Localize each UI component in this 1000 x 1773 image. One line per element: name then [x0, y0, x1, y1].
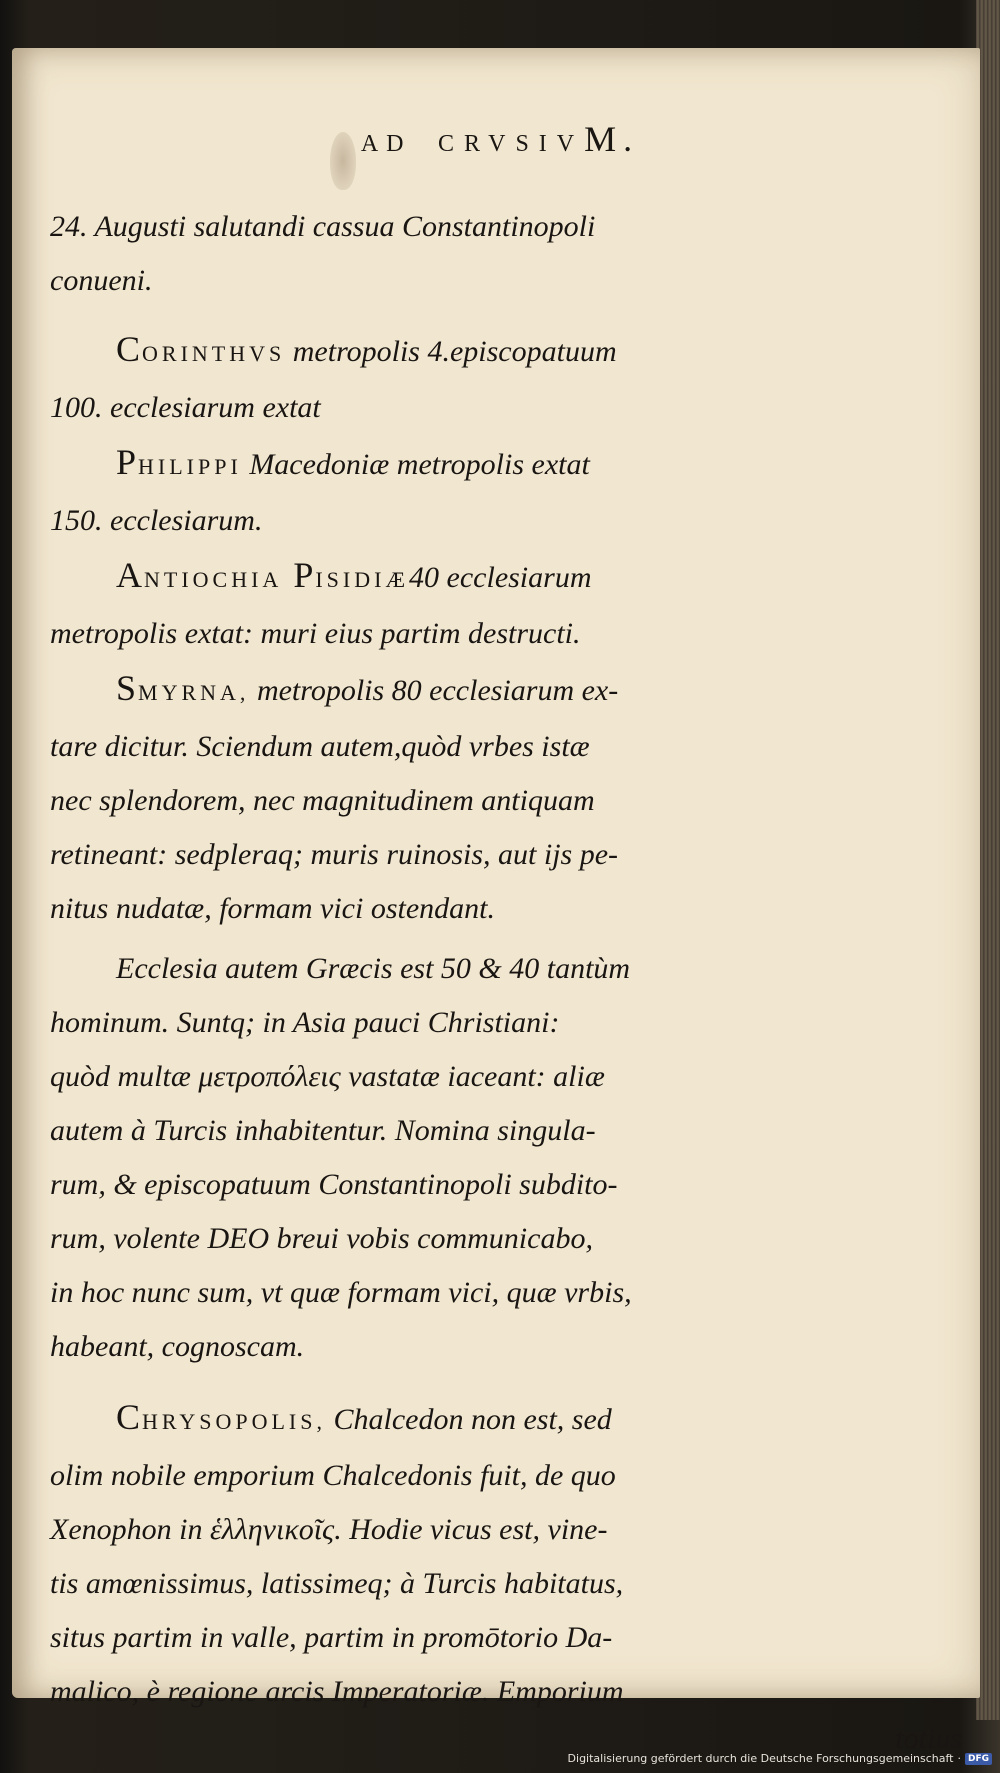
text-line: 150. ecclesiarum.: [50, 504, 263, 537]
text-line: Ecclesia autem Græcis est 50 & 40 tantùm: [116, 952, 631, 985]
paragraph-smyrna: [50, 661, 984, 720]
text-span: metropolis 4.episcopatuum: [285, 335, 617, 368]
initial-cap: P: [116, 442, 139, 482]
paragraph-chrysopolis: [50, 1390, 984, 1449]
text-span: Macedoniæ metropolis extat: [241, 448, 590, 481]
text-line: rum, & episcopatuum Constantinopoli subdito-: [50, 1168, 618, 1201]
text-line: hominum. Suntq; in Asia pauci Christiani:: [50, 1006, 560, 1039]
text-line: nitus nudatæ, formam vici ostendant.: [50, 892, 495, 925]
text-line: tis amœnissimus, latissimeq; à Turcis habitatus,: [50, 1567, 624, 1600]
small-caps: ISIDIÆ: [315, 567, 410, 592]
text-line: olim nobile emporium Chalcedonis fuit, de quo: [50, 1459, 616, 1492]
text-line: autem à Turcis inhabitentur. Nomina singula-: [50, 1114, 596, 1147]
credit-text: Digitalisierung gefördert durch die Deutsche Forschungsgemeinschaft: [567, 1752, 954, 1765]
text-span: 40 ecclesiarum: [409, 561, 592, 594]
text-span: Chalcedon non est, sed: [326, 1403, 612, 1436]
text-line: conueni.: [50, 264, 153, 297]
text-line: in hoc nunc sum, vt quæ formam vici, quæ vrbis,: [50, 1276, 632, 1309]
dfg-logo: DFG: [965, 1753, 992, 1765]
text-line: Xenophon in ἑλληνικοῖς. Hodie vicus est, vine-: [50, 1513, 608, 1546]
page-body: [50, 200, 984, 1759]
text-span: metropolis 80 ecclesiarum ex-: [249, 674, 619, 707]
header-ad: AD: [360, 131, 412, 157]
small-caps: MYRNA,: [138, 680, 250, 705]
paragraph-antiochia: [50, 548, 984, 607]
small-caps: NTIOCHIA: [144, 567, 283, 592]
text-line: rum, volente DEO breui vobis communicabo,: [50, 1222, 593, 1255]
paragraph-corinthus: [50, 322, 984, 381]
digitization-credit: Digitalisierung gefördert durch die Deutsche Forschungsgemeinschaft · DFG: [568, 1752, 992, 1765]
text-line: retineant: sedpleraq; muris ruinosis, aut ijs pe-: [50, 838, 619, 871]
initial-cap: S: [116, 668, 139, 708]
small-caps: HRYSOPOLIS,: [142, 1409, 326, 1434]
initial-cap: A: [116, 555, 144, 595]
text-line: malico, è regione arcis Imperatoriæ. Emporium: [50, 1675, 624, 1708]
running-header: [0, 118, 1000, 160]
catchword: totius: [895, 1722, 962, 1755]
text-line: 100. ecclesiarum extat: [50, 391, 321, 424]
text-line: metropolis extat: muri eius partim destructi.: [50, 617, 581, 650]
small-caps: HILIPPI: [138, 454, 242, 479]
initial-cap: C: [116, 1397, 143, 1437]
header-crusiu: CRVSIV: [438, 131, 585, 157]
text-line: situs partim in valle, partim in promōtorio Da-: [50, 1621, 613, 1654]
text-line: tare dicitur. Sciendum autem,quòd vrbes istæ: [50, 730, 590, 763]
text-line: nec splendorem, nec magnitudinem antiquam: [50, 784, 595, 817]
text-line: quòd multæ μετροπόλεις vastatæ iaceant: aliæ: [50, 1060, 605, 1093]
header-m: M.: [584, 119, 640, 159]
initial-cap: P: [282, 555, 316, 595]
paragraph-philippi: [50, 435, 984, 494]
initial-cap: C: [116, 329, 143, 369]
text-line: habeant, cognoscam.: [50, 1330, 305, 1363]
small-caps: ORINTHVS: [142, 341, 286, 366]
text-line: 24. Augusti salutandi cassua Constantinopoli: [50, 210, 596, 243]
